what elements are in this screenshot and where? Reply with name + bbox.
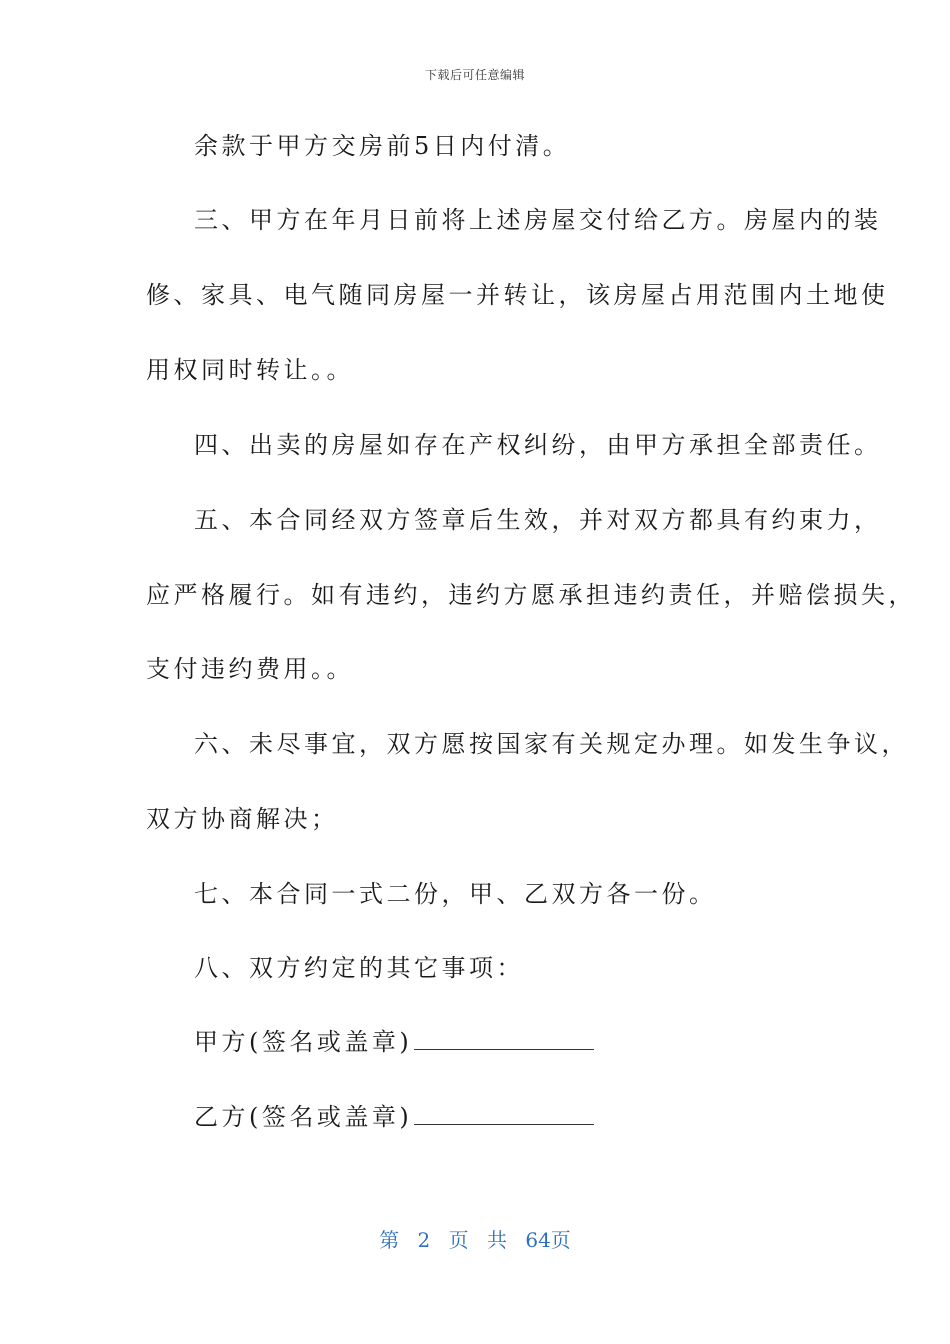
- paragraph-line: 修、家具、电气随同房屋一并转让，该房屋占用范围内土地使: [146, 281, 889, 309]
- paragraph-line: 八、双方约定的其它事项：: [194, 954, 524, 982]
- paragraph-line: 四、出卖的房屋如存在产权纠纷，由甲方承担全部责任。: [194, 431, 882, 459]
- paragraph-line: 五、本合同经双方签章后生效，并对双方都具有约束力，: [194, 506, 882, 534]
- signature-line: [414, 1102, 594, 1125]
- footer-page-word: 页: [448, 1228, 469, 1252]
- paragraph-line: 余款于甲方交房前5日内付清。: [194, 132, 571, 160]
- signature-label: 乙方(签名或盖章): [194, 1103, 413, 1131]
- paragraph-line: 三、甲方在年月日前将上述房屋交付给乙方。房屋内的装: [194, 206, 882, 234]
- paragraph-line: 七、本合同一式二份，甲、乙双方各一份。: [194, 880, 717, 908]
- footer-total-prefix: 共: [487, 1228, 507, 1252]
- paragraph-line: 双方协商解决；: [146, 805, 339, 833]
- signature-label: 甲方(签名或盖章): [194, 1028, 413, 1056]
- total-pages: 64页: [525, 1228, 571, 1252]
- signature-party-b: [194, 1102, 594, 1132]
- current-page: 2: [417, 1228, 431, 1252]
- paragraph-line: 应严格履行。如有违约，违约方愿承担违约责任，并赔偿损失，: [146, 581, 916, 609]
- signature-party-a: [194, 1027, 594, 1057]
- page-footer: [0, 1224, 950, 1253]
- footer-prefix: 第: [379, 1228, 400, 1252]
- paragraph-line: 六、未尽事宜，双方愿按国家有关规定办理。如发生争议，: [194, 730, 909, 758]
- signature-line: [414, 1027, 594, 1050]
- header-note: 下载后可任意编辑: [424, 68, 525, 82]
- paragraph-line: 支付违约费用。。: [146, 655, 354, 683]
- paragraph-line: 用权同时转让。。: [146, 356, 354, 384]
